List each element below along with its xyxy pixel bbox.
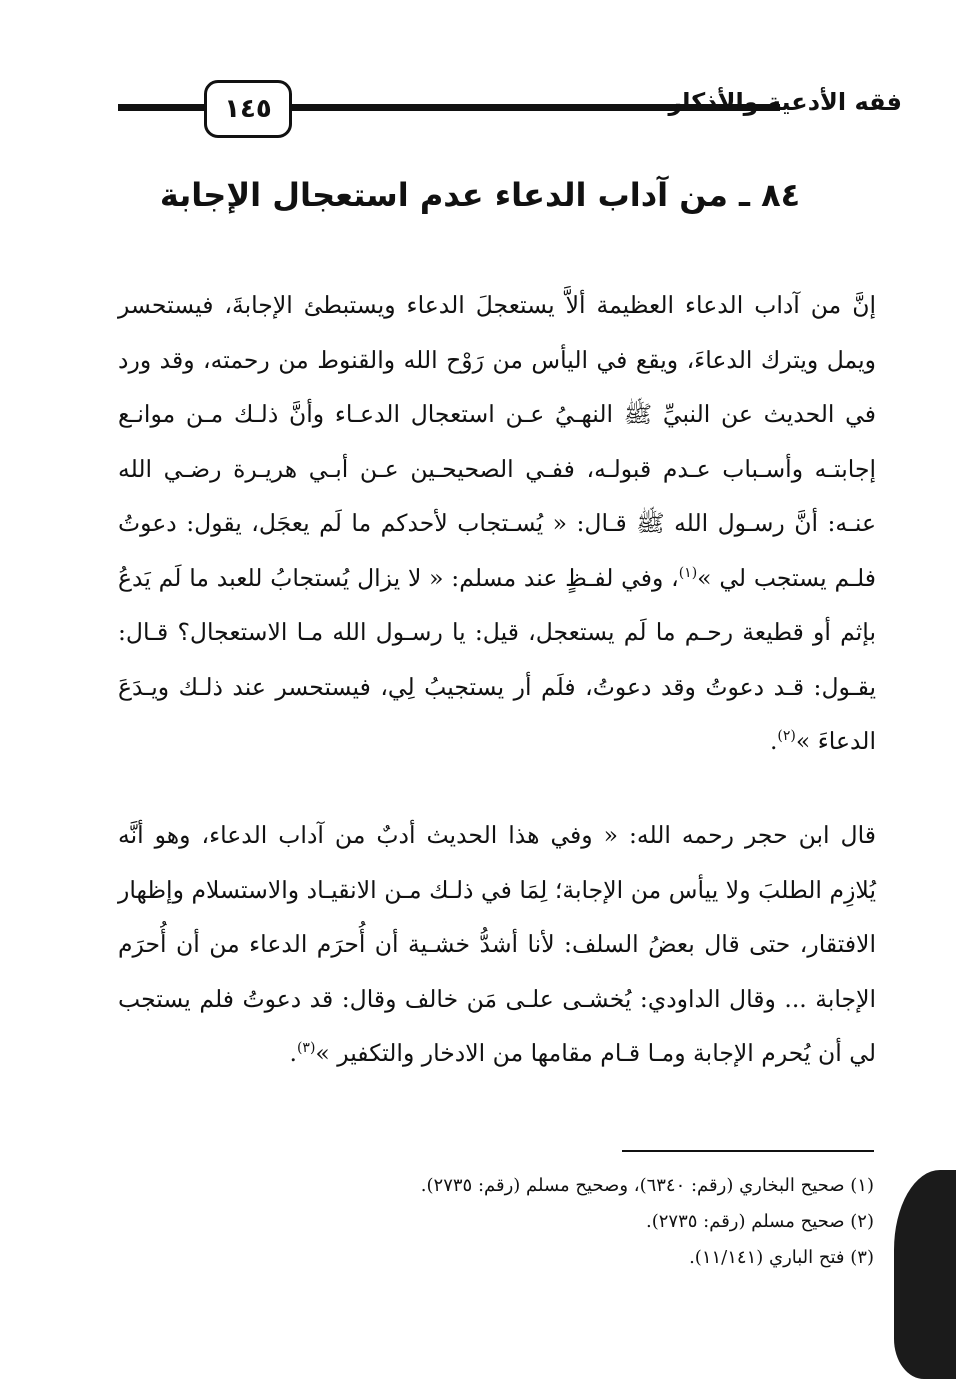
- paragraph-1-end: .: [769, 727, 778, 755]
- paragraph-1-mid: ، وفي لفـظٍ عند مسلم: « لا يزال يُستجابُ للعبد ما لَم يَدعُ بإثم أو قطيعة رحـم ما لَم يستعجل، قيل: يا رسـول الله مـا الاستعجال؟ قـال: يقـول: قـد دعوتُ وقد دعوتُ، فلَم أر يستجيبُ لِي، فيستحسر عند ذلـك ويـدَعَ الدعاءَ »: [118, 563, 876, 755]
- header-rule-left: [118, 104, 206, 111]
- footnote-1: (١) صحيح البخاري (رقم: ٦٣٤٠)، وصحيح مسلم (رقم: ٢٧٣٥).: [420, 1175, 874, 1196]
- paragraph-1-text: إنَّ من آداب الدعاء العظيمة ألاَّ يستعجلَ الدعاء ويستبطئ الإجابةَ، فيستحسر ويمل ويترك الدعاءَ، ويقع في اليأس من رَوْح الله والقنوط من رحمته، وقد ورد في الحديث عن النبيِّ ﷺ النهـيُ عـن استعجال الدعـاء وأنَّ ذلـك مـن موانـع إجابتـه وأسـباب عـدم قبولـه، ففـي الصحيحـين عـن أبـي هريـرة رضـي الله عنـه: أنَّ رسـول الله ﷺ قـال: « يُسـتجاب لأحدكم ما لَم يعجَل، يقول: دعوتُ فلـم يستجب لي »: [118, 291, 876, 592]
- page-number: ١٤٥: [204, 80, 292, 138]
- chapter-title: ٨٤ ـ من آداب الدعاء عدم استعجال الإجابة: [159, 176, 801, 214]
- paragraph-2-text: قال ابن حجر رحمه الله: « وفي هذا الحديث أدبٌ من آداب الدعاء، وهو أنَّه يُلازِم الطلبَ ولا ييأس من الإجابة؛ لِمَا في ذلـك مـن الانقيـاد والاستسلام وإظهار الافتقار، حتى قال بعضُ السلف: لأنا أشدُّ خشـية أن أُحرَم الدعاء من أن أُحرَم الإجابة ... وقال الداودي: يُخشـى علـى مَن خالف وقال: قد دعوتُ فلم يستجب لي أن يُحرم الإجابة ومـا قـام مقامها من الادخار والتكفير »: [118, 821, 876, 1067]
- scan-shadow: [894, 1170, 956, 1379]
- footnote-ref-2[interactable]: (٢): [777, 728, 796, 745]
- footnote-ref-1[interactable]: (١): [678, 564, 698, 581]
- paragraph-2-end: .: [289, 1039, 297, 1067]
- paragraph-1: [118, 278, 876, 769]
- footnote-2: (٢) صحيح مسلم (رقم: ٢٧٣٥).: [646, 1211, 874, 1232]
- paragraph-2: [118, 808, 876, 1081]
- footnote-3: (٣) فتح الباري (١١/١٤١).: [689, 1247, 874, 1268]
- footnote-divider: [622, 1150, 874, 1152]
- page-header: [118, 78, 902, 140]
- book-title: فقه الأدعية والأذكار: [668, 88, 902, 116]
- footnotes: [290, 1168, 874, 1276]
- footnote-ref-3[interactable]: (٣): [296, 1040, 316, 1057]
